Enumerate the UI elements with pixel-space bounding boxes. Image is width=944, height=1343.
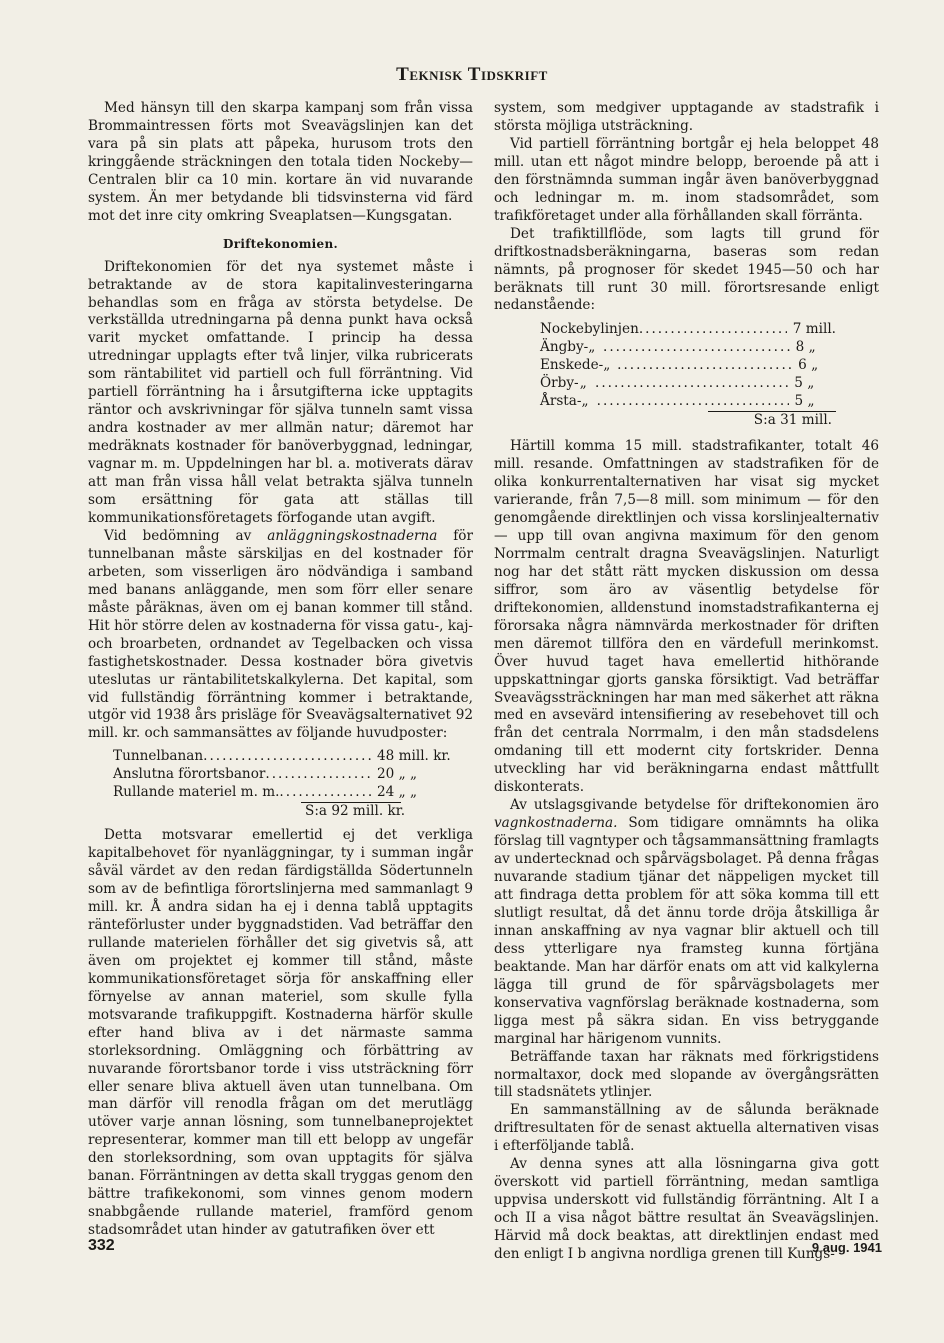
station-row — [540, 339, 836, 357]
paragraph: Vid partiell förräntning bortgår ej hela beloppet 48 mill. utan ett något mindre belopp, beroende på att i den förstnämnda summan ingår även banöverbyggnad och ledningar m. m. inom stadsområdet, som trafikföretaget under alla förhållanden skall förränta. — [494, 135, 879, 224]
paragraph: Driftekonomien för det nya systemet måste i betraktande av de stora kapitalinvesteringarna behandlas som en fråga av största betydelse. De verkställda utredningarna på denna punkt hava också varit mycket omfattande. I princip ha dessa utredningar upplagts efter två linjer, vilka rubricerats som räntabilitet vid partiell och full förräntning. Vid partiell förräntning ha i årsutgifterna icke upptagits räntor och avskrivningar för själva tunneln samt vissa andra kostnader av mer allmän natur; däremot har medräknats kostnader för banöverbyggnad, ledningar, vagnar m. m. Uppdelningen har bl. a. motiverats därav att man från vissa håll velat betrakta själva tunneln som ersättning för gata att ställas till kommunikationsföretagets förfogande utan avgift. — [88, 258, 473, 526]
ditto-mark: „ — [581, 393, 589, 410]
paragraph: Härtill komma 15 mill. stadstrafikanter, totalt 46 mill. resande. Omfattningen av stadstrafiken för de olika konkurrentalternativen har visat sig mycket varierande, från 7,5—8 mill. som minimum — för den genomgående direktlinjen och vissa korslinjealternativ — upp till ovan angivna maximum för den genom Norrmalm centralt dragna Sveavägslinjen. Naturligt nog har det stått rätt mycken diskussion om dessa siffror, som äro av väsentlig betydelse för driftekonomien, alldenstund inomstadstrafikanterna ej förorsaka några nämnvärda merkostnader för driften men däremot tillföra den en värdefull merinkomst. Över huvud taget hava emellertid hithörande uppskattningar gjorts ganska försiktigt. Vad beträffar Sveavägssträckningen har man med säkerhet att räkna med en avsevärd intensifiering av resebehovet till och från det centrala Norrmalm, i den mån stadsdelens omdaning till ett modernt city fortskrider. Denna utveckling har vid beräkningarna endast måttfullt diskonterats. — [494, 438, 879, 796]
station-name: Nockebylinjen — [540, 321, 639, 338]
cost-row — [113, 748, 473, 766]
issue-date: 9 aug. 1941 — [811, 1240, 882, 1255]
station-name: Ängby- — [540, 339, 589, 356]
paragraph: system, som medgiver upptagande av stadstrafik i största möjliga utsträckning. — [494, 100, 879, 134]
cost-table — [113, 748, 473, 821]
cost-total-row — [113, 802, 473, 821]
cost-name: Rullande materiel m. m. — [113, 784, 280, 801]
cost-name: Tunnelbanan — [113, 748, 204, 765]
paragraph: Detta motsvarar emellertid ej det verkliga kapitalbehovet för nyanläggningar, ty i summan ingår såväl värdet av den redan färdigställda Södertunneln som av de befintliga förortslinjerna med sammanlagt 9 mill. kr. Å andra sidan ha ej i denna tablå upptagits ränteförluster under byggnadstiden. Vad beträffar den rullande materielen förhåller det sig givetvis så, att även om projektet ej kommer till stånd, måste kommunikationsföretaget sörja för anskaffning eller förnyelse av annan materiel, som skulle fylla motsvarande trafikuppgift. Kostnaderna härför skulle efter hand bliva av i det närmaste samma storleksordning. Omläggning och förbättring av nuvarande förortsbanor torde i viss utsträckning förr eller senare bliva aktuell även utan tunnelbana. Om man därför vill renodla frågan om det merutlägg utöver varje annan lösning, som tunnelbaneprojektet representerar, kommer man till ett belopp av ungefär den storleksordning, som ovan upptagits för själva banan. Förräntningen av detta skall tryggas genom den bättre trafikekonomi, som vinnes genom modern snabbgående rullande materiel, framförd genom stadsområdet utan hinder av gatutrafiken över ett — [88, 827, 473, 1239]
ditto-mark: „ — [588, 339, 596, 356]
ditto-mark: „ — [603, 357, 611, 374]
journal-title: Teknisk Tidskrift — [396, 64, 548, 85]
station-total-row — [540, 411, 836, 430]
paragraph: Beträffande taxan har räknats med förkrigstidens normaltaxor, dock med slopande av övergångsrätten till stadsnätets ytlinjer. — [494, 1048, 879, 1101]
paragraph: Med hänsyn till den skarpa kampanj som från vissa Brommaintressen förts mot Sveavägslinjen kan det vara på sin plats att påpeka, hurusom trots den kringgående sträckningen den totala tiden Nockeby—Centralen blir ca 10 min. kortare än vid nuvarande system. Än mer betydande bli tidsvinsterna vid färd mot det inre city omkring Sveaplatsen—Kungsgatan. — [88, 100, 473, 224]
cost-value: 20 „ „ — [377, 766, 418, 783]
ditto-mark: „ — [579, 375, 587, 392]
paragraph: Vid bedömning av anläggningskostnaderna för tunnelbanan måste särskiljas en del kostnader för arbeten, som visserligen äro nödvändiga i samband med banans anläggande, men som förr eller senare måste påräknas, även om ej banan kommer till stånd. Hit hör större delen av kostnaderna för vissa gatu-, kaj- och broarbeten, ordnandet av Tegelbacken och vissa fastighetskostnader. Dessa kostnader böra givetvis uteslutas ur räntabilitetskalkylerna. Det kapital, som vid fullständig förräntning kommer i betraktande, utgör vid 1938 års prisläge för Sveavägsalternativet 92 mill. kr. och sammansättes av följande huvudposter: — [88, 527, 473, 742]
station-table — [540, 321, 836, 430]
station-name: Årsta- — [540, 393, 582, 410]
cost-value: 48 mill. kr. — [377, 748, 451, 765]
station-value: 7 mill. — [792, 321, 836, 338]
station-total: S:a 31 mill. — [708, 411, 836, 430]
cost-total: S:a 92 mill. kr. — [301, 802, 401, 821]
cost-row — [113, 766, 473, 784]
station-row — [540, 357, 836, 375]
station-row — [540, 375, 836, 393]
station-row — [540, 321, 836, 339]
left-column — [88, 100, 473, 1240]
right-column — [494, 100, 879, 1264]
section-heading: Driftekonomien. — [223, 236, 338, 251]
paragraph: Av denna synes att alla lösningarna giva gott överskott vid partiell förräntning, medan samtliga uppvisa underskott vid fullständig förräntning. Alt I a och II a visa något bättre resultat än Sveavägslinjen. Härvid må dock beaktas, att direktlinjen endast med den enligt I b angivna nordliga grenen till Kungs- — [494, 1156, 879, 1263]
cost-name: Anslutna förortsbanor — [113, 766, 266, 783]
station-row — [540, 393, 836, 411]
cost-value: 24 „ „ — [377, 784, 418, 801]
cost-row — [113, 784, 473, 802]
station-value: 8 „ — [795, 339, 816, 356]
paragraph: Det trafiktillflöde, som lagts till grund för driftkostnadsberäkningarna, baseras som redan nämnts, på prognoser för skedet 1945—50 och har beräknats till runt 30 mill. förortsresande enligt nedanstående: — [494, 225, 879, 314]
emphasis: vagnkostnaderna. — [494, 815, 618, 832]
station-value: 6 „ — [798, 357, 819, 374]
station-value: 5 „ — [794, 375, 815, 392]
emphasis: anläggningskostnaderna — [267, 527, 438, 544]
paragraph: Av utslagsgivande betydelse för driftekonomien äro vagnkostnaderna. Som tidigare omnämnts ha olika förslag till vagntyper och tågsammansättning framlagts av undertecknad och spårvägsbolaget. På denna frågas nuvarande stadium tjänar det näppeligen mycket till att findraga detta problem för att söka komma till ett slutligt resultat, då det ännu torde dröja åtskilliga år innan anskaffning av nya vagnar blir aktuell och till dess ytterligare nya framsteg kunna förtjäna beaktande. Man har därför enats om att vid kalkylerna lägga till grund de för spårvägsbolagets mer konservativa vagnförslag beräknade kostnaderna, som ligga mest på säkra sidan. En viss betryggande marginal har härigenom vunnits. — [494, 797, 879, 1047]
station-value: 5 „ — [794, 393, 815, 410]
paragraph: En sammanställning av de sålunda beräknade driftresultaten för de senast aktuella alternativen visas i efterföljande tablå. — [494, 1102, 879, 1155]
page-number: 332 — [88, 1237, 115, 1254]
station-name: Örby- — [540, 375, 579, 392]
station-name: Enskede- — [540, 357, 604, 374]
